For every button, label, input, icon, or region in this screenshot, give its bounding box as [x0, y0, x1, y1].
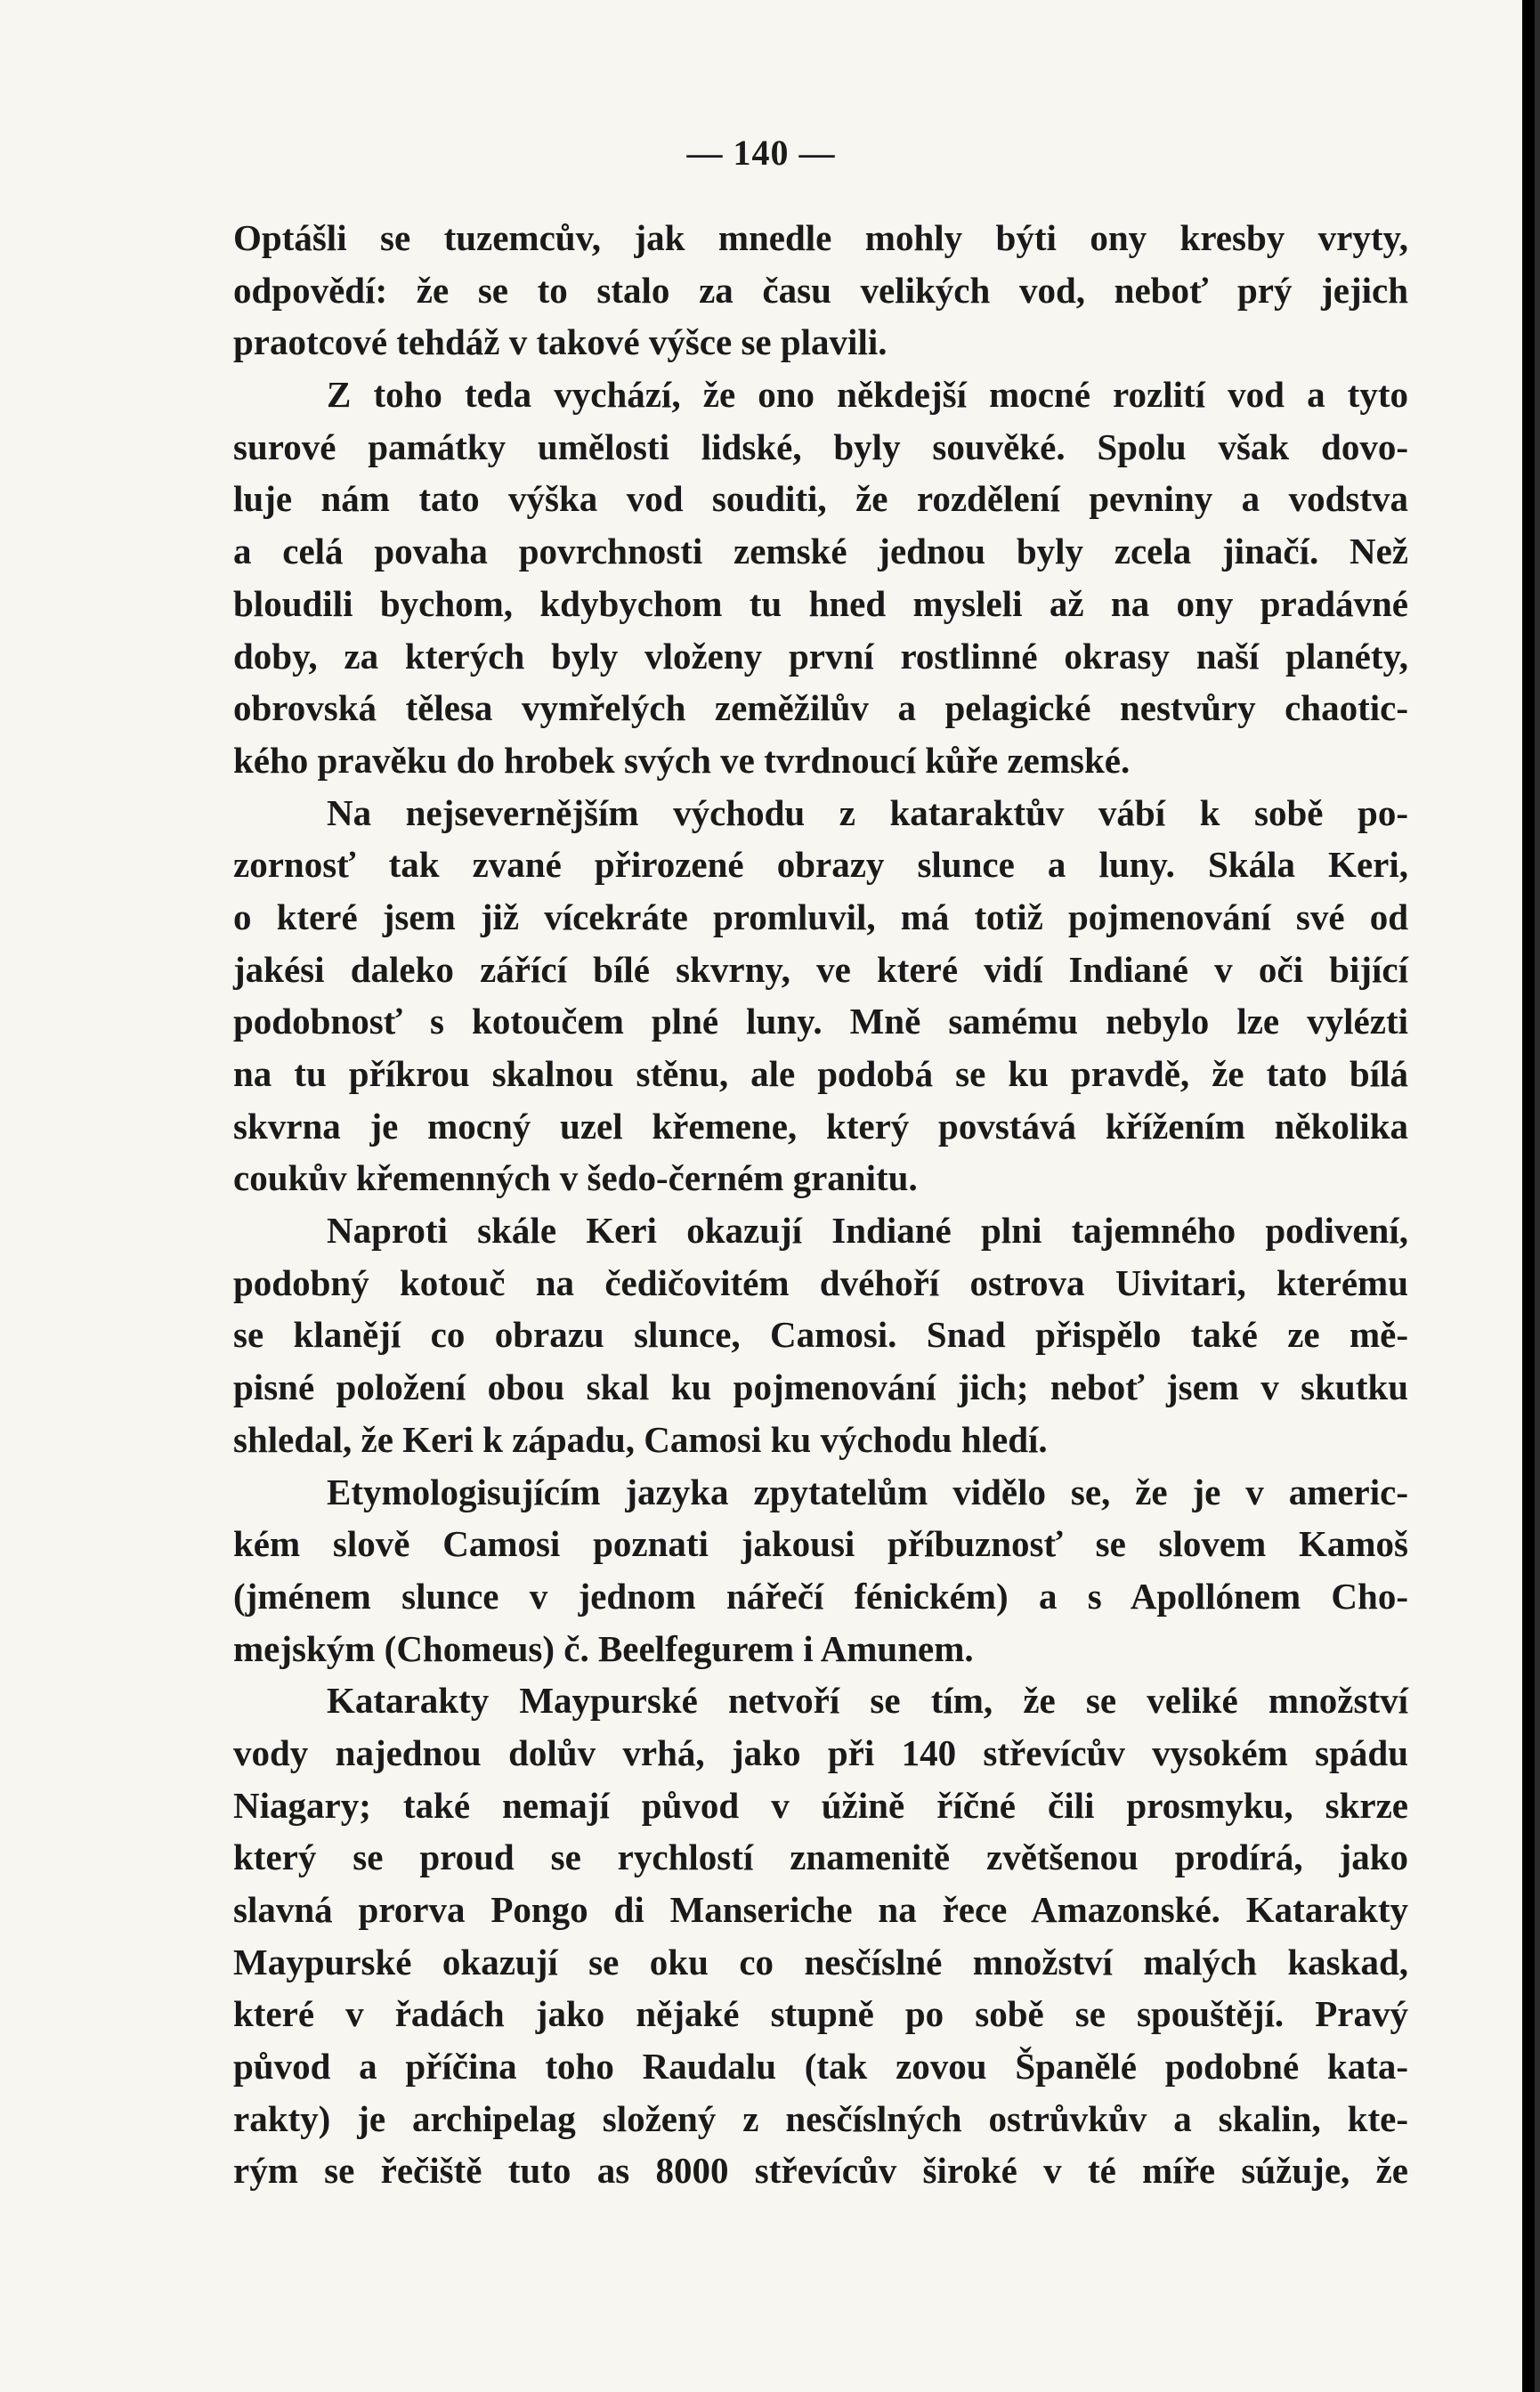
text-line: kého pravěku do hrobek svých ve tvrdnoucí kůře zemské. — [233, 739, 1131, 781]
text-line: bloudili bychom, kdybychom tu hned mysleli až na ony pradávné — [233, 582, 1408, 624]
text-line: doby, za kterých byly vloženy první rostlinné okrasy naší planéty, — [233, 635, 1408, 677]
text-line: Optášli se tuzemcův, jak mnedle mohly býti ony kresby vryty, — [233, 217, 1408, 258]
text-line: luje nám tato výška vod souditi, že rozdělení pevniny a vodstva — [233, 478, 1408, 520]
body-text — [233, 212, 1408, 2197]
text-line: podobnosť s kotoučem plné luny. Mně samému nebylo lze vylézti — [233, 1001, 1408, 1042]
paragraph — [233, 1466, 1408, 1675]
paragraph — [233, 1674, 1408, 2197]
text-line: obrovská tělesa vymřelých zeměžilův a pelagické nestvůry chaotic- — [233, 687, 1408, 729]
text-line: shledal, že Keri k západu, Camosi ku východu hledí. — [233, 1418, 1048, 1460]
text-line: Na nejsevernějším východu z kataraktův vábí k sobě po- — [327, 791, 1408, 833]
text-line: zornosť tak zvané přirozené obrazy slunce a luny. Skála Keri, — [233, 844, 1408, 886]
text-line: coukův křemenných v šedo-černém granitu. — [233, 1157, 918, 1199]
text-line: o které jsem již vícekráte promluvil, má totiž pojmenování své od — [233, 896, 1408, 937]
text-line: podobný kotouč na čedičovitém dvéhoří ostrova Uivitari, kterému — [233, 1261, 1408, 1303]
text-line: které v řadách jako nějaké stupně po sobě se spouštějí. Pravý — [233, 1993, 1408, 2035]
paragraph — [233, 1204, 1408, 1465]
text-line: rakty) je archipelag složený z nesčíslných ostrůvkův a skalin, kte- — [233, 2097, 1408, 2139]
text-line: mejským (Chomeus) č. Beelfegurem i Amunem. — [233, 1627, 974, 1669]
text-line: slavná prorva Pongo di Manseriche na řece Amazonské. Katarakty — [233, 1889, 1408, 1930]
text-line: na tu příkrou skalnou stěnu, ale podobá se ku pravdě, že tato bílá — [233, 1053, 1408, 1094]
text-line: se klanějí co obrazu slunce, Camosi. Snad přispělo také ze mě- — [233, 1314, 1408, 1356]
text-line: Etymologisujícím jazyka zpytatelům vidělo se, že je v americ- — [327, 1471, 1408, 1512]
text-line: pisné položení obou skal ku pojmenování jich; neboť jsem v skutku — [233, 1366, 1408, 1408]
paragraph — [233, 212, 1408, 369]
text-line: surové památky umělosti lidské, byly souvěké. Spolu však dovo- — [233, 426, 1408, 467]
text-line: a celá povaha povrchnosti zemské jednou byly zcela jinačí. Než — [233, 531, 1408, 572]
text-line: Naproti skále Keri okazují Indiané plni tajemného podivení, — [327, 1210, 1408, 1252]
text-line: Katarakty Maypurské netvoří se tím, že se veliké množství — [327, 1680, 1408, 1722]
text-line: který se proud se rychlostí znamenitě zvětšenou prodírá, jako — [233, 1837, 1408, 1878]
text-line: rým se řečiště tuto as 8000 střevícův široké v té míře súžuje, že — [233, 2150, 1408, 2192]
paragraph — [233, 787, 1408, 1205]
text-line: vody najednou dolův vrhá, jako při 140 střevícův vysokém spádu — [233, 1731, 1408, 1773]
text-line: odpovědí: že se to stalo za času velikých vod, neboť prý jejich — [233, 269, 1408, 311]
text-line: skvrna je mocný uzel křemene, který povstává křížením několika — [233, 1105, 1408, 1147]
text-line: Z toho teda vychází, že ono někdejší mocné rozlití vod a tyto — [327, 374, 1408, 416]
paragraph — [233, 369, 1408, 787]
text-line: kém slově Camosi poznati jakousi příbuznosť se slovem Kamoš — [233, 1523, 1408, 1565]
page-number: — 140 — — [686, 133, 836, 173]
text-line: Niagary; také nemají původ v úžině říčné čili prosmyku, skrze — [233, 1784, 1408, 1826]
text-line: Maypurské okazují se oku co nesčíslné množství malých kaskad, — [233, 1941, 1408, 1983]
text-line: původ a příčina toho Raudalu (tak zovou Španělé podobné kata- — [233, 2046, 1408, 2088]
text-line: (jménem slunce v jednom nářečí fénickém) a s Apollónem Cho- — [233, 1575, 1408, 1617]
page-edge-divider — [1535, 0, 1540, 2392]
text-line: jakési daleko zářící bílé skvrny, ve které vidí Indiané v oči bijící — [233, 948, 1408, 990]
text-line: praotcové tehdáž v takové výšce se plavili. — [233, 321, 888, 363]
